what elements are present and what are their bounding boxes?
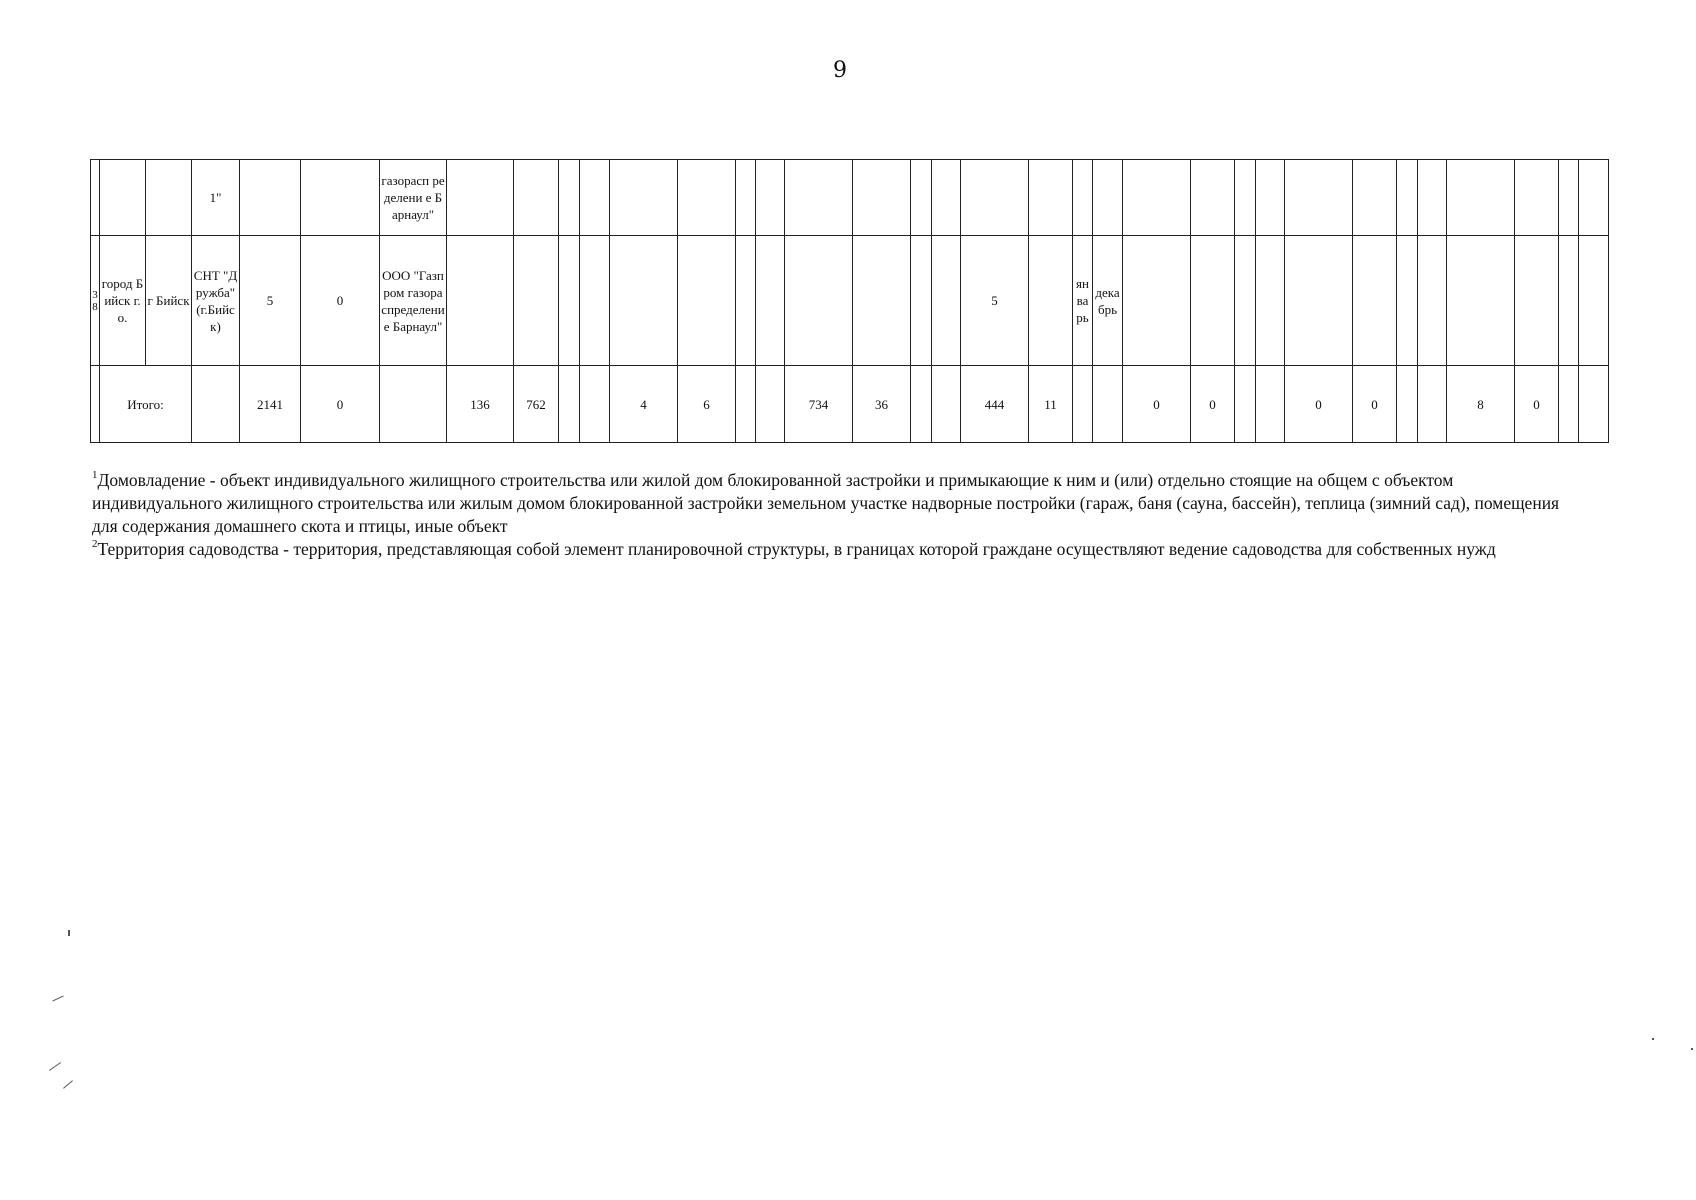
table-cell: [580, 236, 610, 366]
table-cell: [610, 160, 678, 236]
table-cell: [1447, 236, 1515, 366]
footnotes: [92, 469, 1582, 561]
month-start-cell: январь: [1073, 236, 1093, 366]
total-value: 0: [1285, 366, 1353, 443]
table-cell: [1353, 160, 1397, 236]
table-cell: [736, 236, 756, 366]
table-cell: [514, 160, 559, 236]
table-cell: [447, 236, 514, 366]
settlement-cell: г Бийск: [146, 236, 192, 366]
table-cell: [1515, 160, 1559, 236]
table-cell: [1515, 236, 1559, 366]
table-cell: [1559, 236, 1579, 366]
table-cell: [1123, 160, 1191, 236]
total-value: 762: [514, 366, 559, 443]
table-cell: [1093, 366, 1123, 443]
total-value: 444: [961, 366, 1029, 443]
table-cell: [932, 366, 961, 443]
territory-cell: СНТ "Дружба" (г.Бийск): [192, 236, 240, 366]
table-cell: [580, 160, 610, 236]
table-cell: 1": [192, 160, 240, 236]
table-row: [91, 366, 1609, 443]
table-cell: [756, 366, 785, 443]
table-cell: 0: [301, 236, 380, 366]
footnote-mark: 2: [92, 538, 98, 550]
table-cell: [1191, 160, 1235, 236]
table-cell: [736, 366, 756, 443]
table-cell: [1353, 236, 1397, 366]
table-cell: [1073, 160, 1093, 236]
total-value: 36: [853, 366, 911, 443]
table-cell: [911, 236, 932, 366]
scan-speck: [68, 930, 70, 936]
table-cell: [514, 236, 559, 366]
table-cell: [678, 160, 736, 236]
total-value: 734: [785, 366, 853, 443]
table-cell: [559, 236, 580, 366]
table-cell: [1559, 160, 1579, 236]
table-cell: [1579, 160, 1609, 236]
table-cell: [1123, 236, 1191, 366]
total-value: 0: [1515, 366, 1559, 443]
table-cell: [1235, 366, 1256, 443]
total-label: Итого:: [100, 366, 192, 443]
total-value: 0: [1191, 366, 1235, 443]
table-cell: 5: [961, 236, 1029, 366]
table-cell: [911, 160, 932, 236]
table-cell: [1235, 160, 1256, 236]
table-cell: [736, 160, 756, 236]
table-cell: [932, 160, 961, 236]
footnote-mark: 1: [92, 469, 98, 481]
table-cell: [756, 160, 785, 236]
page-number: 9: [833, 58, 847, 83]
table-cell: [1397, 236, 1418, 366]
total-value: 0: [301, 366, 380, 443]
table-cell: [192, 366, 240, 443]
total-value: 4: [610, 366, 678, 443]
table-cell: [91, 366, 100, 443]
table-cell: [1559, 366, 1579, 443]
table-cell: [1073, 366, 1093, 443]
table-cell: [1579, 366, 1609, 443]
table-cell: [1285, 236, 1353, 366]
table-cell: [240, 160, 301, 236]
table-cell: [1418, 236, 1447, 366]
table-cell: [1418, 366, 1447, 443]
table-cell: [146, 160, 192, 236]
total-value: 6: [678, 366, 736, 443]
district-cell: город Бийск г.о.: [100, 236, 146, 366]
table-cell: [580, 366, 610, 443]
total-value: 136: [447, 366, 514, 443]
table-cell: [1397, 160, 1418, 236]
footnote-text: Территория садоводства - территория, представляющая собой элемент планировочной структуры, в границах которой граждане осуществляют ведение садоводства для собственных нужд: [97, 539, 1496, 559]
table-cell: [911, 366, 932, 443]
total-value: 11: [1029, 366, 1073, 443]
table-row: [91, 236, 1609, 366]
table-cell: [301, 160, 380, 236]
scan-speck: [1691, 1048, 1693, 1050]
table-cell: [1235, 236, 1256, 366]
table-cell: [100, 160, 146, 236]
table-cell: [1191, 236, 1235, 366]
table-cell: [1256, 366, 1285, 443]
table-cell: [1256, 236, 1285, 366]
scan-speck: [1652, 1038, 1654, 1040]
table-row: [91, 160, 1609, 236]
table-cell: [1029, 236, 1073, 366]
table-cell: [785, 236, 853, 366]
table-cell: [756, 236, 785, 366]
table-cell: [932, 236, 961, 366]
month-end-cell: декабрь: [1093, 236, 1123, 366]
row-number: 38: [91, 236, 100, 366]
total-value: 8: [1447, 366, 1515, 443]
table-cell: [559, 160, 580, 236]
table-cell: [380, 366, 447, 443]
table-cell: [853, 160, 911, 236]
table-cell: 5: [240, 236, 301, 366]
data-table: [90, 159, 1609, 443]
scan-speck: [52, 996, 63, 1002]
table-cell: [678, 236, 736, 366]
table-cell: [961, 160, 1029, 236]
table-cell: [785, 160, 853, 236]
table-cell: [1029, 160, 1073, 236]
table-cell: [610, 236, 678, 366]
footnote: [92, 469, 1582, 538]
footnote-text: Домовладение - объект индивидуального жилищного строительства или жилой дом блокированной застройки и примыкающие к ним и (или) отдельно стоящие на общем с объектом индивидуального жилищного строительства или жилым домом блокированной застройки земельном участке надворные постройки (гараж, баня (сауна, бассейн), теплица (зимний сад), помещения для содержания домашнего скота и птицы, иные объект: [92, 470, 1560, 536]
footnote: [92, 538, 1582, 561]
table-cell: [853, 236, 911, 366]
total-value: 2141: [240, 366, 301, 443]
organization-cell: ООО "Газпром газораспределение Барнаул": [380, 236, 447, 366]
total-value: 0: [1123, 366, 1191, 443]
table-cell: [1579, 236, 1609, 366]
table-cell: [91, 160, 100, 236]
table-cell: [559, 366, 580, 443]
table-cell: газорасп ределени е Барнаул": [380, 160, 447, 236]
scan-speck: [49, 1062, 61, 1071]
table-cell: [1256, 160, 1285, 236]
table-cell: [1285, 160, 1353, 236]
table-cell: [1397, 366, 1418, 443]
scan-speck: [63, 1080, 73, 1088]
table-cell: [447, 160, 514, 236]
table-cell: [1093, 160, 1123, 236]
total-value: 0: [1353, 366, 1397, 443]
table-cell: [1418, 160, 1447, 236]
table-cell: [1447, 160, 1515, 236]
